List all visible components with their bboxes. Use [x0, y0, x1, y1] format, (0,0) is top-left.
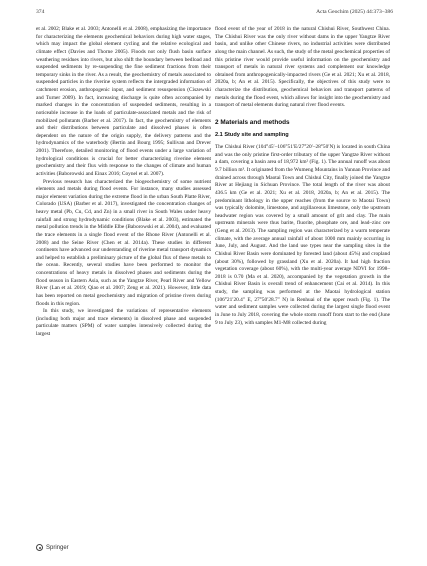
running-header-journal: Acta Geochim (2025) 44:373–386: [316, 9, 393, 15]
section-heading: 2 Materials and methods: [215, 118, 290, 126]
left-column: [36, 26, 211, 339]
body-paragraph: flood event of the year of 2018 in the natural Chishui River, Southwest China. The Chishui River was the only river without dams in the upper Yangtze River basin, and unlike other Chinese rivers, no industrial activities were distributed along the main channel. As such, the study of the metal geochemical properties of this pristine river would provide useful information on the geochemistry and transport of metals in natural river systems and complement our knowledge obtained from anthropogenically-impacted rivers (Ge et al. 2021; Xu et al. 2018, 2020a, b; An et al. 2015). Specifically, the objectives of this study were to characterize the distribution, geochemical behaviors and transport patterns of metals during the flood event, which allows for insight into the geochemistry and transport of metal elements during natural river flood events.: [215, 26, 390, 109]
right-column: [215, 26, 390, 327]
page-number: 374: [36, 9, 45, 15]
springer-horse-icon: [36, 544, 43, 551]
body-paragraph: Previous research has characterized the biogeochemistry of some nutrient elements and metals during flood events. For instance, many studies assessed major element variation during the extreme flood in the urban South Platte River, Colorado (USA) (Barber et al. 2017), investigated the concentration changes of heavy metal (Pb, Cu, Cd, and Zn) in a small river in South Wales under heavy rainfall and strong hydrodynamic conditions (Blake et al. 2003), estimated the metal pollution trends in the Middle Elbe (Baborowski et al. 2004), and evaluated the trace elements in a single flood event of the Rhone River (Antonelli et al. 2008) and the Seine River (Chen et al. 2014a). These studies in different continents have advanced our understanding of riverine metal transport dynamics and helped to establish a preliminary picture of the global flux of these metals to the ocean. Recently, several studies have been performed to monitor the concentrations of heavy metals in dissolved phases and sediments during the flood season in Eastern Asia, such as the Yangtze River, Pearl River and Yellow River (Lan et al. 2019; Qiao et al. 2007; Zeng et al. 2021). However, little data has been reported on metal geochemistry and migration of pristine rivers during floods in this region.: [36, 178, 211, 307]
body-paragraph: et al. 2002; Blake et al. 2003; Antonelli et al. 2008), emphasizing the importance for characterizing the elements geochemical behaviors during high water stages, which may impact the global element cycling and the relative ecological and climate effect (Davies and Thorne 2005). Floods not only flush basin surface weathering residues into rivers, but also shift the boundary between bedload and suspended sediments by re-suspending the fine sediment fractions from their temporary sinks in the river. As a result, the geochemistry of metals associated to suspended particles in the riverine system reflects the intergraded information of catchment erosion, anthropogenic input, and sediment resuspension (Ciszewski and Turner 2009). In fact, increasing discharge is quite often accompanied by marked changes in the concentration of suspended sediments, resulting in a noticeable increase in the loads of particulate-associated metals and the risk of mobilized pollutants (Barber et al. 2017). In fact, the geochemistry of elements and their distributions between particulate and dissolved phases is often dependent on the nature of the origin supply, the delivery patterns and the hydrodynamics of the waterbody (Bertin and Bourg 1995; Sullivan and Drever 2001). Therefore, detailed monitoring of flood events under a large variation of hydrological conditions is crucial for better characterizing riverine element geochemistry and their flux with response to the changes of climate and human activities (Baborowski and Einax 2016; Coynel et al. 2007).: [36, 26, 211, 177]
publisher-name: Springer: [46, 544, 69, 551]
subsection-heading: 2.1 Study site and sampling: [215, 131, 289, 138]
body-paragraph: In this study, we investigated the variations of representative elements (including both major and trace elements) in dissolved phase and suspended particulate matters (SPM) of water samples intensively collected during the largest: [36, 308, 211, 337]
publisher-footer: [36, 544, 69, 551]
body-paragraph: The Chishui River (104°45′–106°51′E/27°20′–28°50′N) is located in south China and was the only pristine first-order tributary of the upper Yangtze River without a dam, covering a basin area of 18,972 km² (Fig. 1). The annual runoff was about 9.7 billion m³. It originated from the Wumeng Mountains in Yunnan Province and drained across through Maotai Town and Chishui City, finally joined the Yangtze River at Hejiang in Sichuan Province. The total length of the river was about 436.5 km (Ge et al. 2021; Xu et al. 2018, 2020a, b; An et al. 2015). The predominant lithology in the upper reaches (from the source to Maotai Town) was typically dolomite, limestone, and argillaceous limestone, only the upstream headwater region was covered by a small amount of grit and clay. The main upstream minerals were thus barite, fluorite, phosphate ore, and lead–zinc ore (Geng et al. 2013). The sampling region was characterized by a warm temperate climate, with the average annual rainfall of about 1000 mm mainly occurring in June, July, and August. And the land use types near the sampling sites in the Chishui River Basin were dominated by forested land (about 45%) and cropland (about 30%), followed by grassland (Xu et al. 2020a). It had high fraction vegetation coverage (about 60%), with the multi-year average NDVI for 1998–2018 is 0.70 (Ma et al. 2020), accompanied by the vegetation growth in the Chishui River Basin is overall trend of enhancement (Cai et al. 2014). In this study, the sampling was performed at the Maotai hydrological station (106°21′20.4″ E, 27°50′28.7″ N) in Renhuai of the upper reach (Fig. 1). The water and sediment samples were collected during the largest single flood event in June to July 2018, covering the whole storm runoff from start to the end (June 9 to July 23), with samples M1-M8 collected during: [215, 144, 390, 326]
